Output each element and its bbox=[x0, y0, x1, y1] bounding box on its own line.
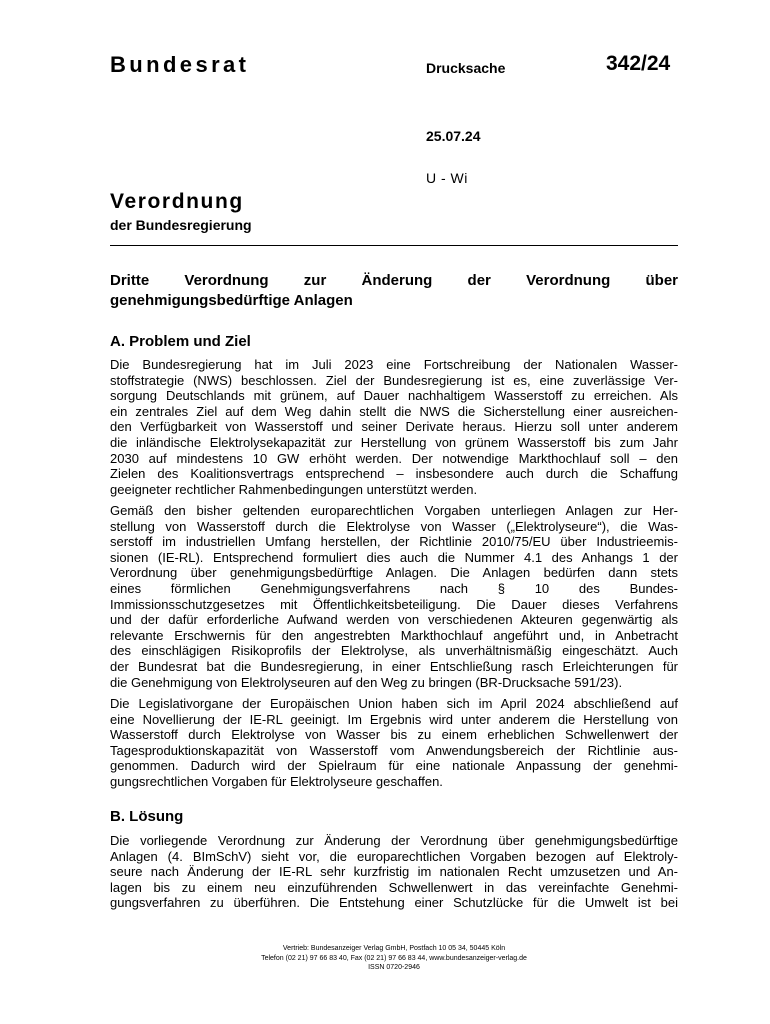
paragraph-a3 bbox=[110, 696, 678, 790]
text-line: Anlagen (4. BImSchV) sieht vor, die europarechtlichen Vorgaben bezogen auf Elektroly- bbox=[110, 848, 678, 864]
committee-assignment: U - Wi bbox=[426, 170, 468, 186]
section-heading-problem: A. Problem und Ziel bbox=[110, 333, 251, 350]
title-divider bbox=[110, 245, 678, 246]
text-line: Verordnung über genehmigungsbedürftige Anlagen. Die Anlagen bedürfen dann stets bbox=[110, 565, 678, 581]
text-line: Wasserstoff durch Elektrolyse von Wasser bis zu einem erheblichen Schwellenwert der bbox=[110, 727, 678, 743]
text-line: serstoff im industriellen Umfang herstellen, der Richtlinie 2010/75/EU über Industrieemis- bbox=[110, 534, 678, 550]
footer-publisher-address: Vertrieb: Bundesanzeiger Verlag GmbH, Postfach 10 05 34, 50445 Köln bbox=[282, 945, 506, 952]
document-subtitle: der Bundesregierung bbox=[110, 217, 252, 233]
paragraph-a1 bbox=[110, 357, 678, 497]
text-line: eine Novellierung der IE-RL geeinigt. Im Ergebnis wird unter anderem die Herstellung von bbox=[110, 711, 678, 727]
text-line: sorgung Deutschlands mit grünem, auf Dauer nachhaltigem Wasserstoff zu erreichen. Als bbox=[110, 388, 678, 404]
text-line: sionen (IE-RL). Entsprechend formuliert dies auch die Nummer 4.1 des Anhangs 1 der bbox=[110, 549, 678, 565]
text-line: relevante Erschwernis für den angestrebten Markthochlauf angeführt und, in Anbetracht bbox=[110, 627, 678, 643]
text-line: die Genehmigung von Elektrolyseuren auf den Weg zu bringen (BR-Drucksache 591/23). bbox=[110, 674, 623, 690]
paragraph-b1 bbox=[110, 833, 678, 911]
text-line: geeigneter rechtlicher Rahmenbedingungen unterstützt werden. bbox=[110, 481, 478, 497]
footer-issn: ISSN 0720-2946 bbox=[368, 964, 420, 971]
text-line: lagen bis zu einem neu einzuführenden Schwellenwert in das vereinfachte Genehmi- bbox=[110, 879, 678, 895]
text-line: 2030 auf mindestens 10 GW erhöht werden. Der notwendige Markthochlauf soll – den bbox=[110, 450, 678, 466]
regulation-title bbox=[110, 271, 678, 311]
document-title: Verordnung bbox=[110, 190, 244, 213]
text-line: Tagesproduktionskapazität von Wasserstoff vom Anwendungsbereich der Richtlinie aus- bbox=[110, 742, 678, 758]
text-line: eines förmlichen Genehmigungsverfahrens nach § 10 des Bundes- bbox=[110, 580, 678, 596]
text-line: Die vorliegende Verordnung zur Änderung der Verordnung über genehmigungsbedürftige bbox=[110, 833, 678, 848]
document-date: 25.07.24 bbox=[426, 128, 481, 144]
text-line: Gemäß den bisher geltenden europarechtlichen Vorgaben unterliegen Anlagen zur Her- bbox=[110, 503, 678, 518]
text-line: seure nach Änderung der IE-RL sehr kurzfristig im nationalen Recht umzusetzen und An- bbox=[110, 864, 678, 880]
document-type-label: Drucksache bbox=[426, 60, 506, 76]
paragraph-a2 bbox=[110, 503, 678, 690]
section-heading-solution: B. Lösung bbox=[110, 808, 184, 825]
text-line: Immissionsschutzgesetzes mit Öffentlichkeitsbeteiligung. Die Dauer dieses Verfahrens bbox=[110, 596, 678, 612]
text-line: der Bundesrat bat die Bundesregierung, in einer Entschließung rasch Erleichterungen für bbox=[110, 658, 678, 674]
text-line: und der dafür erforderliche Aufwand werden von verschiedenen Akteuren gegenwärtig als bbox=[110, 612, 678, 628]
text-line: stellung von Wasserstoff durch die Elektrolyse von Wasser („Elektrolyseure“), die Was- bbox=[110, 518, 678, 534]
regulation-title-line: Dritte Verordnung zur Änderung der Verordnung über bbox=[110, 272, 678, 289]
text-line: Die Legislativorgane der Europäischen Union haben sich im April 2024 abschließend auf bbox=[110, 696, 678, 711]
regulation-title-line: genehmigungsbedürftige Anlagen bbox=[110, 292, 353, 309]
publisher-footer bbox=[110, 944, 678, 973]
text-line: ein zentrales Ziel auf dem Weg dahin stellt die NWS die Sicherstellung einer ausreichen- bbox=[110, 403, 678, 419]
text-line: die inländische Elektrolysekapazität zur Herstellung von grünem Wasserstoff bis zum Jahr bbox=[110, 434, 678, 450]
text-line: des einschlägigen Risikoprofils der Elektrolyse, als unverhältnismäßig eingeschätzt. Auch bbox=[110, 643, 678, 659]
organization-name: Bundesrat bbox=[110, 52, 250, 77]
text-line: stoffstrategie (NWS) beschlossen. Ziel der Bundesregierung ist es, eine zuverlässige Ver- bbox=[110, 372, 678, 388]
document-number: 342/24 bbox=[606, 52, 671, 75]
text-line: Zielen des Koalitionsvertrags entsprechend – insbesondere auch durch die Schaffung bbox=[110, 466, 678, 482]
text-line: Die Bundesregierung hat im Juli 2023 eine Fortschreibung der Nationalen Wasser- bbox=[110, 357, 678, 372]
text-line: gungsverfahren zu überführen. Die Entstehung einer Schutzlücke für die Umwelt ist bei bbox=[110, 895, 678, 911]
text-line: den Verfügbarkeit von Wasserstoff und seiner Derivate heraus. Hierzu soll unter anderem bbox=[110, 419, 678, 435]
text-line: genommen. Dadurch wird der Spielraum für eine nationale Anpassung der genehmi- bbox=[110, 758, 678, 774]
footer-contact: Telefon (02 21) 97 66 83 40, Fax (02 21) 97 66 83 44, www.bundesanzeiger-verlag.de bbox=[261, 954, 527, 962]
text-line: gungsrechtlichen Vorgaben für Elektrolyseure geschaffen. bbox=[110, 773, 443, 789]
